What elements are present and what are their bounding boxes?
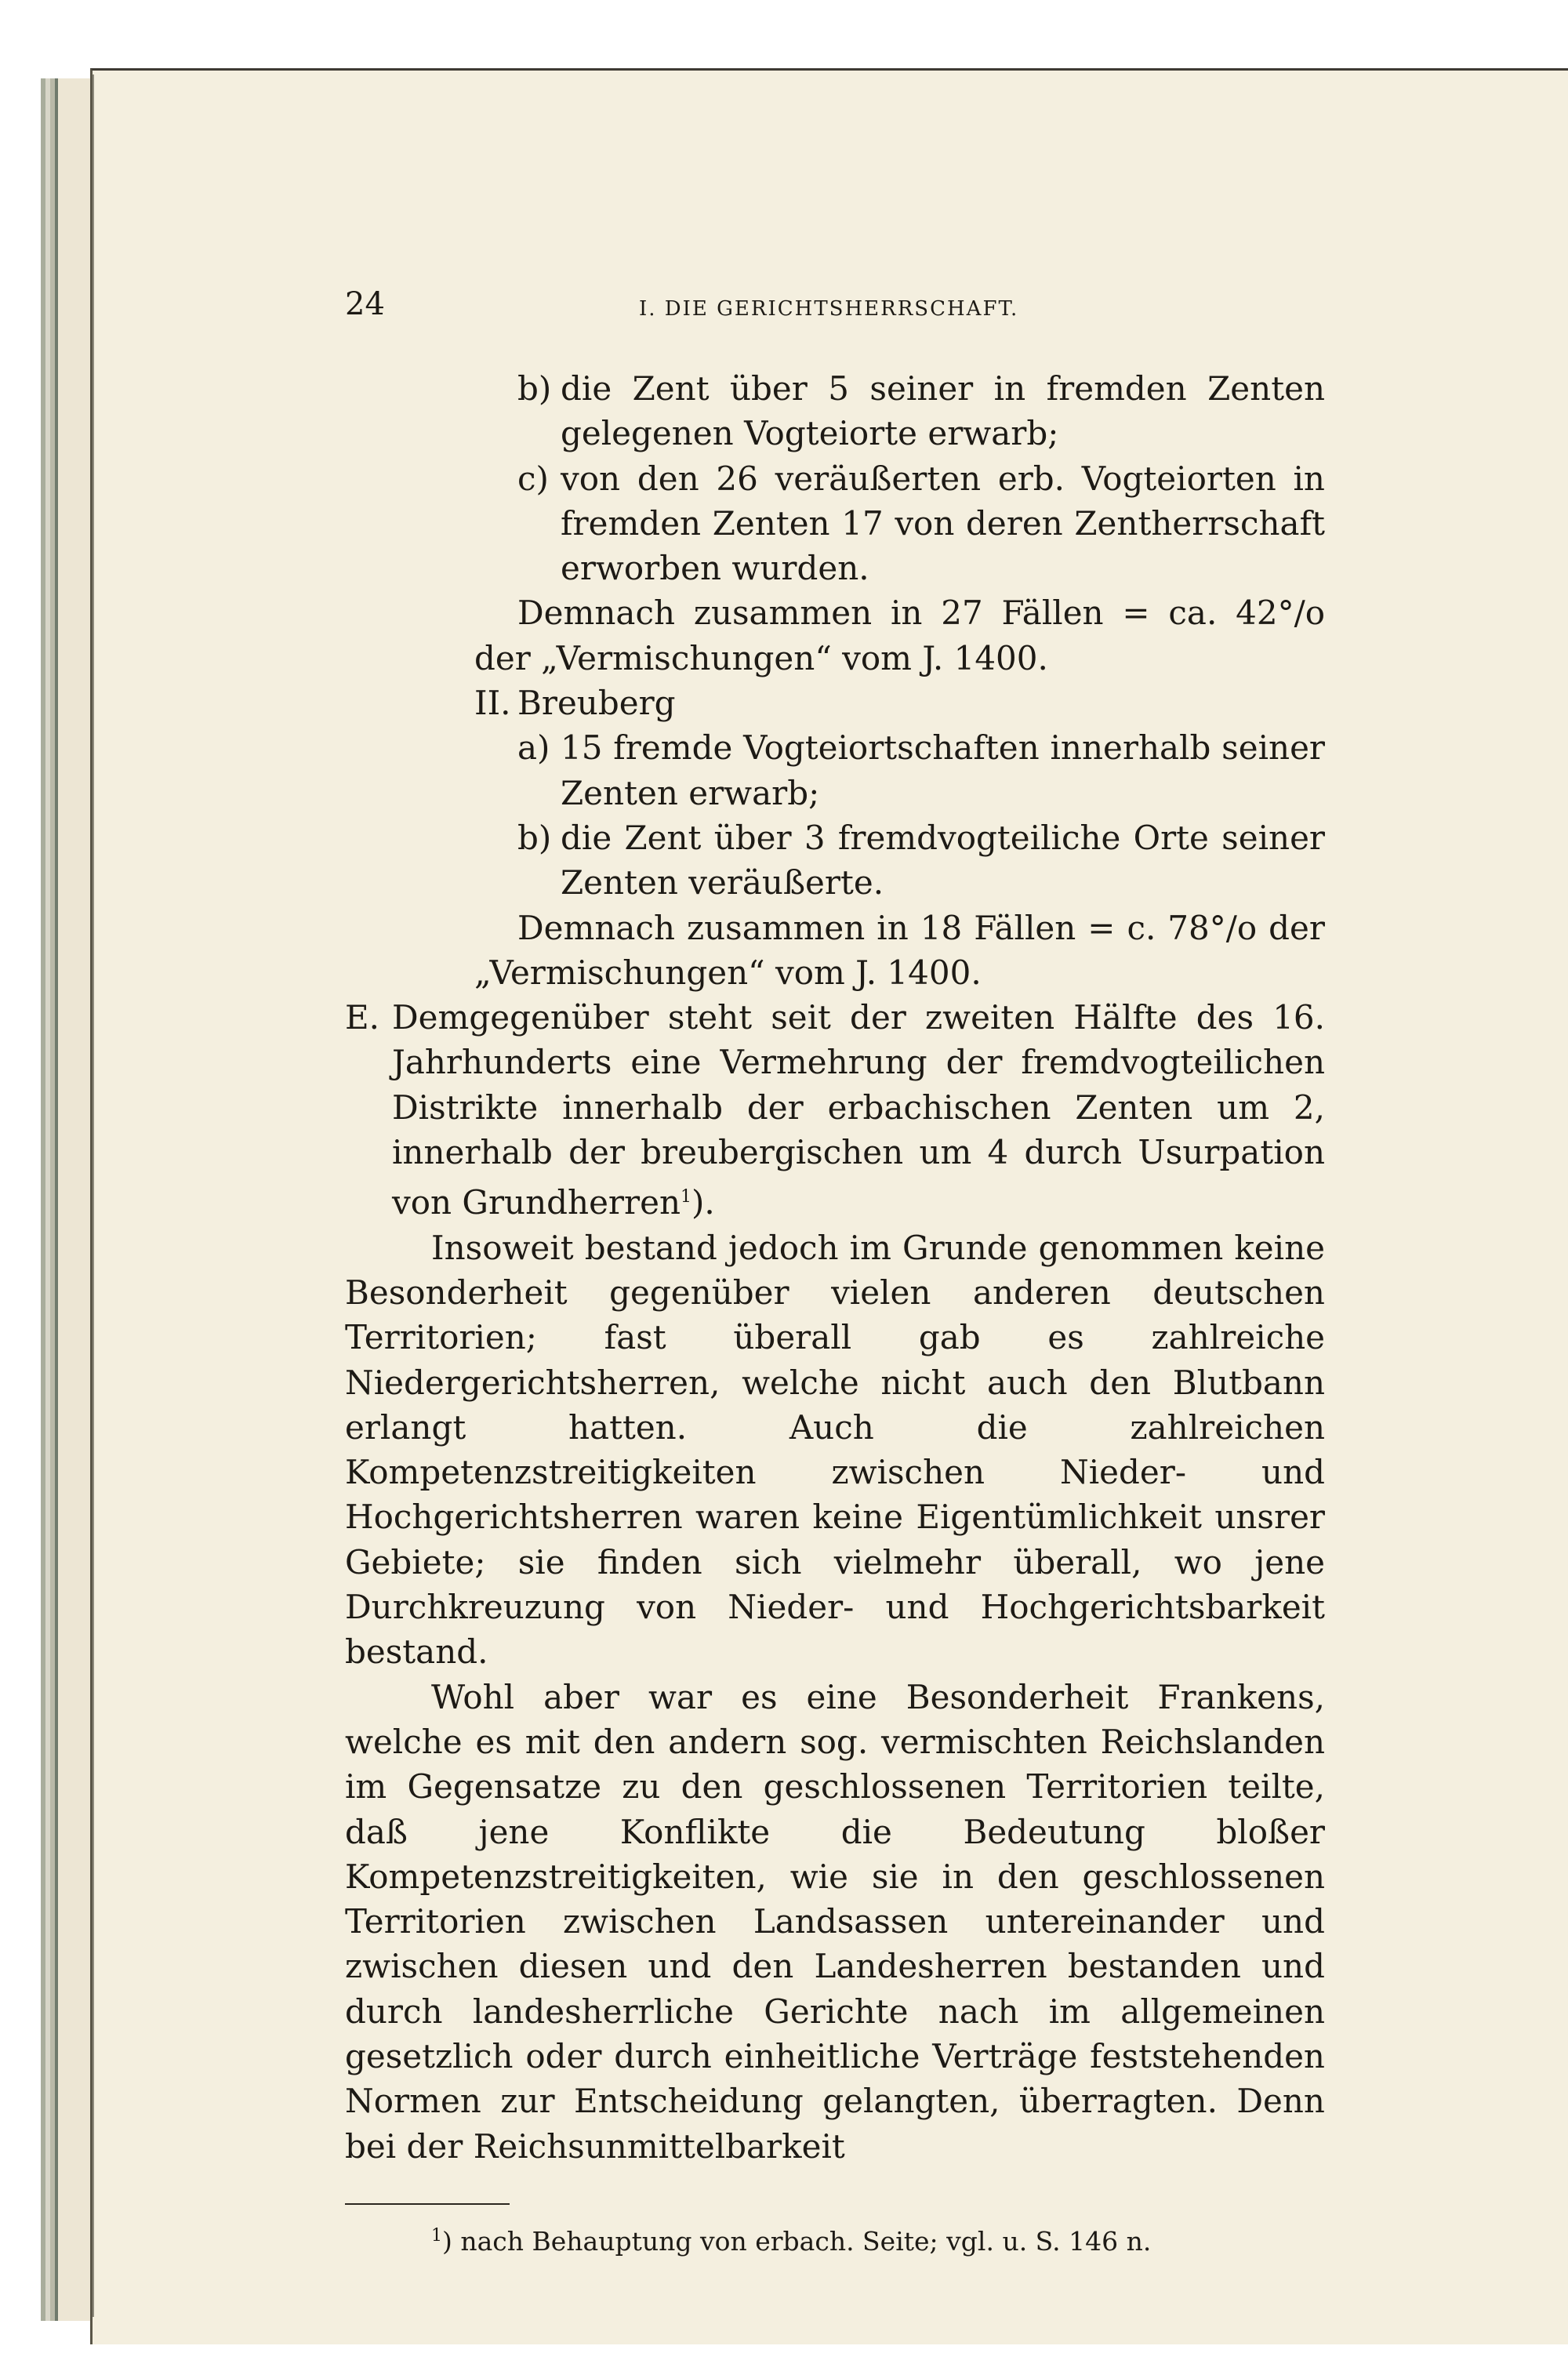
list-item-a2 [345, 725, 1325, 815]
item-e-tail: ). [691, 1183, 715, 1222]
item-text: Breuberg [517, 684, 676, 723]
item-text [392, 995, 1325, 1225]
list-item-c1 [345, 456, 1325, 591]
item-text: die Zent über 3 fremdvogteiliche Orte seiner Zenten veräußerte. [561, 818, 1325, 902]
item-label: b) [517, 369, 552, 408]
summary-breuberg: Demnach zusammen in 18 Fällen = c. 78°/o der „Vermischungen“ vom J. 1400. [474, 908, 1325, 992]
footnote-rule [345, 2203, 510, 2205]
item-text: von den 26 veräußerten erb. Vogteiorten in fremden Zenten 17 von deren Zentherrschaft erworben wurden. [561, 459, 1325, 588]
page-number: 24 [345, 286, 385, 322]
list-item-b2 [345, 815, 1325, 906]
item-label: II. [474, 684, 511, 723]
list-item-b1 [345, 366, 1325, 456]
footnote-text: ) nach Behauptung von erbach. Seite; vgl. u. S. 146 n. [442, 2225, 1152, 2257]
list-item-ii [345, 681, 1325, 725]
item-label: b) [517, 818, 552, 857]
item-label: E. [345, 998, 380, 1037]
item-e-text: Demgegenüber steht seit der zweiten Hälfte des 16. Jahrhunderts eine Vermehrung der fremdvogteilichen Distrikte innerhalb der erbachischen Zenten um 2, innerhalb der breubergischen um 4 durch Usurpation von Grundherren [392, 998, 1325, 1222]
item-label: a) [517, 728, 550, 768]
running-header [345, 282, 1325, 327]
item-text: die Zent über 5 seiner in fremden Zenten gelegenen Vogteiorte erwarb; [561, 369, 1325, 453]
item-text: 15 fremde Vogteiortschaften innerhalb seiner Zenten erwarb; [561, 728, 1325, 812]
list-item-e [345, 995, 1325, 1225]
page-edge-line [93, 74, 94, 2317]
page-text-block [345, 282, 1325, 2262]
footnote [345, 2216, 1325, 2262]
item-label: c) [517, 459, 549, 498]
summary-erbach: Demnach zusammen in 27 Fällen = ca. 42°/o der „Vermischungen“ vom J. 1400. [474, 594, 1325, 677]
paragraph: Wohl aber war es eine Besonderheit Frankens, welche es mit den andern sog. vermischten Reichslanden im Gegensatze zu den geschlossenen Territorien teilte, daß jene Konflikte die Bedeutung bloßer Kompetenzstreitigkeiten, wie sie in den geschlossenen Territorien zwischen Landsassen untereinander und zwischen diesen und den Landesherren bestanden und durch landesherrliche Gerichte nach im allgemeinen gesetzlich oder durch einheitliche Verträge feststehenden Normen zur Entscheidung gelangten, überragten. Denn bei der Reichsunmittelbarkeit [345, 1677, 1325, 2166]
footnote-mark: 1 [431, 2225, 442, 2246]
running-title: I. DIE GERICHTSHERRSCHAFT. [639, 297, 1019, 321]
paragraph: Insoweit bestand jedoch im Grunde genommen keine Besonderheit gegenüber vielen anderen deutschen Territorien; fast überall gab es zahlreiche Niedergerichtsherren, welche nicht auch den Blutbann erlangt hatten. Auch die zahlreichen Kompetenzstreitigkeiten zwischen Nieder- und Hochgerichtsherren waren keine Eigentümlichkeit unsrer Gebiete; sie finden sich vielmehr überall, wo jene Durchkreuzung von Nieder- und Hochgerichtsbarkeit bestand. [345, 1228, 1325, 1672]
footnote-reference: 1 [681, 1187, 691, 1207]
